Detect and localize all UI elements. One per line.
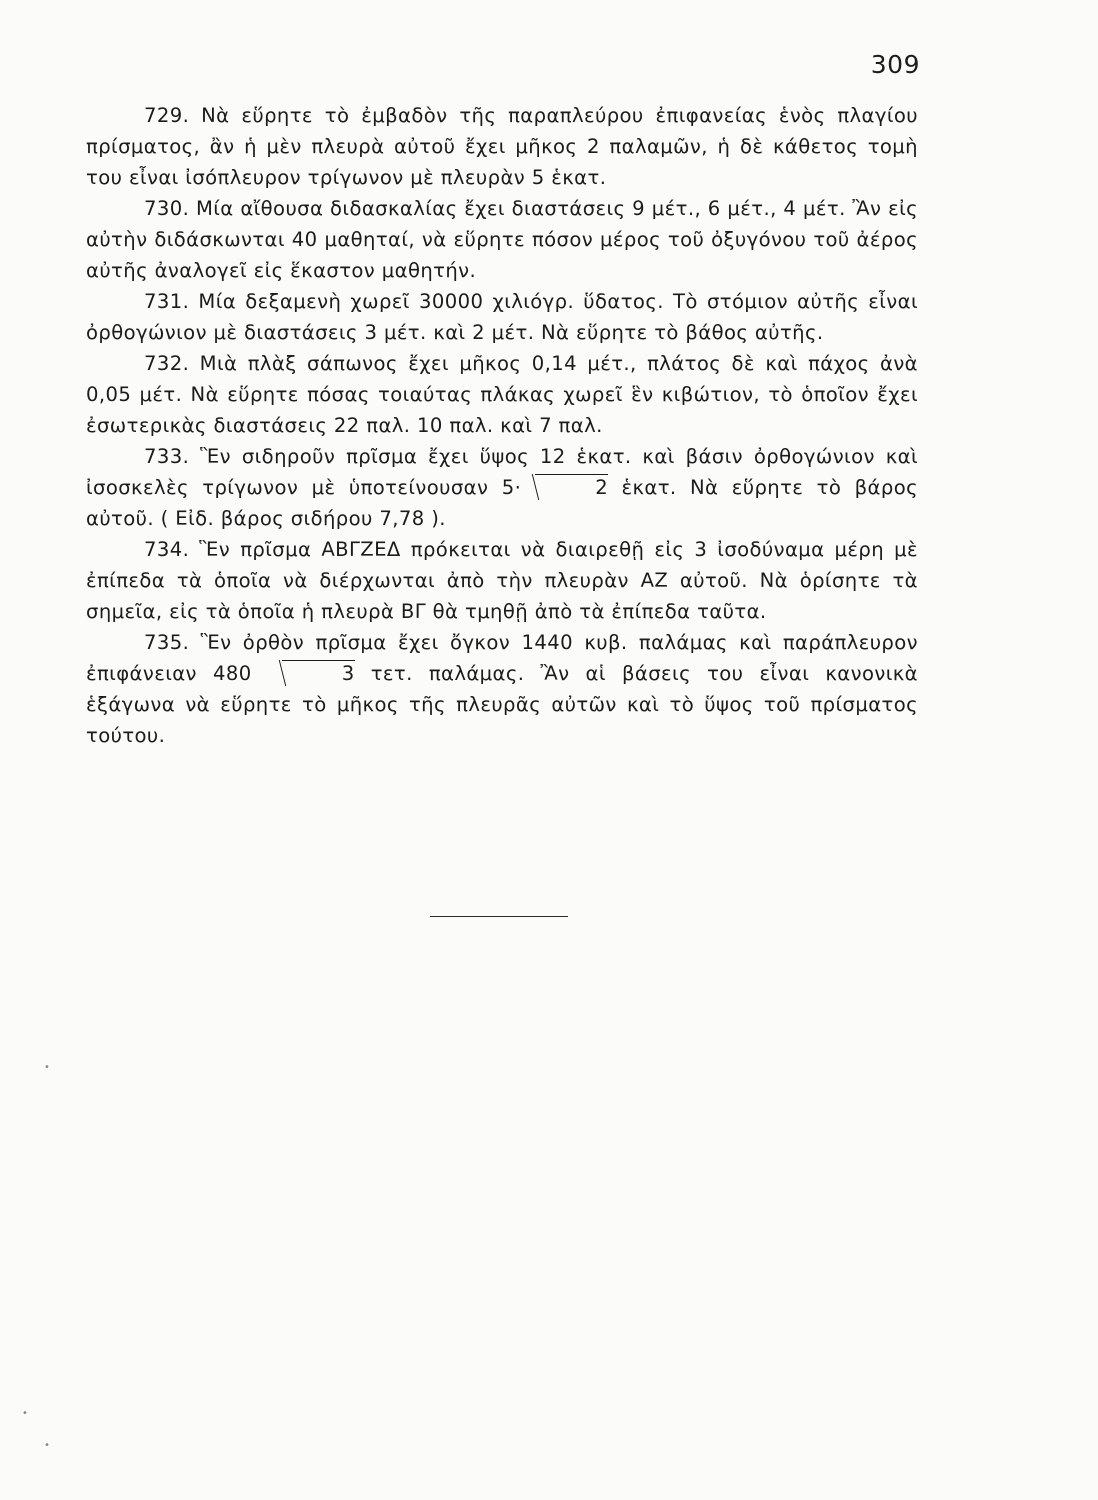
problem-731 xyxy=(86,286,918,348)
problem-735-text-before: 735. Ἓν ὀρθὸν πρῖσμα ἔχει ὄγκον 1440 κυβ. παλάμας καὶ παράπλευρον ἐπιφάνειαν 480 xyxy=(86,631,918,685)
problem-735 xyxy=(86,627,918,751)
problem-list xyxy=(86,100,918,751)
problem-729 xyxy=(86,100,918,193)
scan-speck: • xyxy=(44,1062,50,1073)
scan-speck: • xyxy=(22,1408,28,1419)
problem-733-text-before: 733. Ἓν σιδηροῦν πρῖσμα ἔχει ὕψος 12 ἑκατ. καὶ βάσιν ὀρθογώνιον καὶ ἰσοσκελὲς τρίγωνον μὲ ὑποτείνουσαν 5· xyxy=(86,445,918,499)
square-root-2: 2 xyxy=(523,472,608,503)
problem-734-text: 734. Ἓν πρῖσμα ΑΒΓΖΕΔ πρόκειται νὰ διαιρεθῇ εἰς 3 ἰσοδύναμα μέρη μὲ ἐπίπεδα τὰ ὁποῖα νὰ διέρχωνται ἀπὸ τὴν πλευρὰν ΑΖ αὐτοῦ. Νὰ ὁρίσητε τὰ σημεῖα, εἰς τὰ ὁποῖα ἡ πλευρὰ ΒΓ θὰ τμηθῇ ἀπὸ τὰ ἐπίπεδα ταῦτα. xyxy=(86,538,918,623)
problem-733 xyxy=(86,441,918,534)
problem-732-text: 732. Μιὰ πλὰξ σάπωνος ἔχει μῆκος 0,14 μέτ., πλάτος δὲ καὶ πάχος ἀνὰ 0,05 μέτ. Νὰ εὕρητε πόσας τοιαύτας πλάκας χωρεῖ ἓν κιβώτιον, τὸ ὁποῖον ἔχει ἐσωτερικὰς διαστάσεις 22 παλ. 10 παλ. καὶ 7 παλ. xyxy=(86,352,918,437)
page-number: 309 xyxy=(870,50,920,79)
scan-speck: • xyxy=(44,1440,50,1451)
problem-730 xyxy=(86,193,918,286)
section-divider xyxy=(430,916,568,917)
problem-735-text-after: τετ. παλάμας. Ἂν αἱ βάσεις του εἶναι κανονικὰ ἑξάγωνα νὰ εὕρητε τὸ μῆκος τῆς πλευρᾶς αὐτῶν καὶ τὸ ὕψος τοῦ πρίσματος τούτου. xyxy=(86,662,918,747)
square-root-3: 3 xyxy=(270,658,355,689)
problem-729-text: 729. Νὰ εὕρητε τὸ ἐμβαδὸν τῆς παραπλεύρου ἐπιφανείας ἑνὸς πλαγίου πρίσματος, ἂν ἡ μὲν πλευρὰ αὐτοῦ ἔχει μῆκος 2 παλαμῶν, ἡ δὲ κάθετος τομὴ του εἶναι ἰσόπλευρον τρίγωνον μὲ πλευρὰν 5 ἑκατ. xyxy=(86,104,918,189)
problem-733-text-after: ἑκατ. Νὰ εὕρητε τὸ βάρος αὐτοῦ. ( Εἰδ. βάρος σιδήρου 7,78 ). xyxy=(86,476,918,530)
problem-731-text: 731. Μία δεξαμενὴ χωρεῖ 30000 χιλιόγρ. ὕδατος. Τὸ στόμιον αὐτῆς εἶναι ὀρθογώνιον μὲ διαστάσεις 3 μέτ. καὶ 2 μέτ. Νὰ εὕρητε τὸ βάθος αὐτῆς. xyxy=(86,290,918,344)
problem-734 xyxy=(86,534,918,627)
problem-730-text: 730. Μία αἴθουσα διδασκαλίας ἔχει διαστάσεις 9 μέτ., 6 μέτ., 4 μέτ. Ἂν εἰς αὐτὴν διδάσκωνται 40 μαθηταί, νὰ εὕρητε πόσον μέρος τοῦ ὀξυγόνου τοῦ ἀέρος αὐτῆς ἀναλογεῖ εἰς ἕκαστον μαθητήν. xyxy=(86,197,918,282)
problem-732 xyxy=(86,348,918,441)
